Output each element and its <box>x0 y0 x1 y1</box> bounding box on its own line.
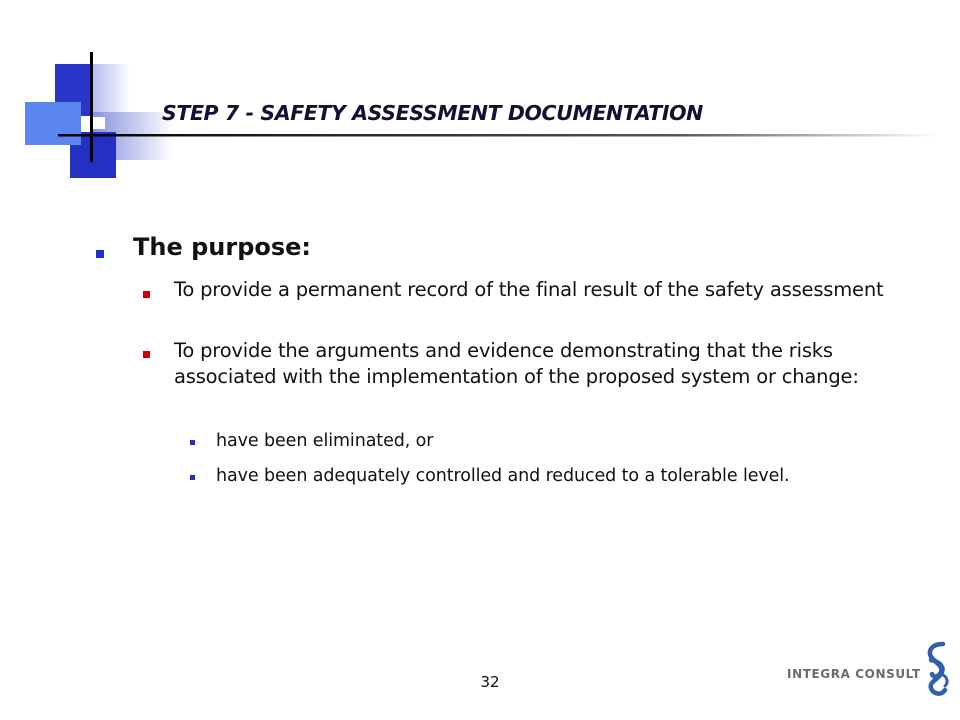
bullet-icon <box>96 250 104 258</box>
list-item-permanent-record: To provide a permanent record of the final result of the safety assessment <box>174 278 884 301</box>
bullet-icon <box>190 475 195 480</box>
page-number: 32 <box>480 673 500 691</box>
list-item-arguments-evidence: To provide the arguments and evidence demonstrating that the risks associated with the implementation of the proposed system or change: <box>174 339 859 388</box>
sub-item-eliminated: have been eliminated, or <box>216 431 434 451</box>
sub-item-controlled: have been adequately controlled and reduced to a tolerable level. <box>216 466 790 486</box>
integra-s-icon <box>919 640 953 700</box>
bullet-icon <box>143 351 150 358</box>
bullet-icon <box>143 291 150 298</box>
company-name: INTEGRA CONSULT <box>787 667 921 681</box>
decorative-squares-icon <box>0 0 960 200</box>
slide-title: STEP 7 - SAFETY ASSESSMENT DOCUMENTATION <box>162 101 703 125</box>
company-logo <box>783 640 953 700</box>
bullet-icon <box>190 440 195 445</box>
purpose-heading: The purpose: <box>133 233 312 261</box>
